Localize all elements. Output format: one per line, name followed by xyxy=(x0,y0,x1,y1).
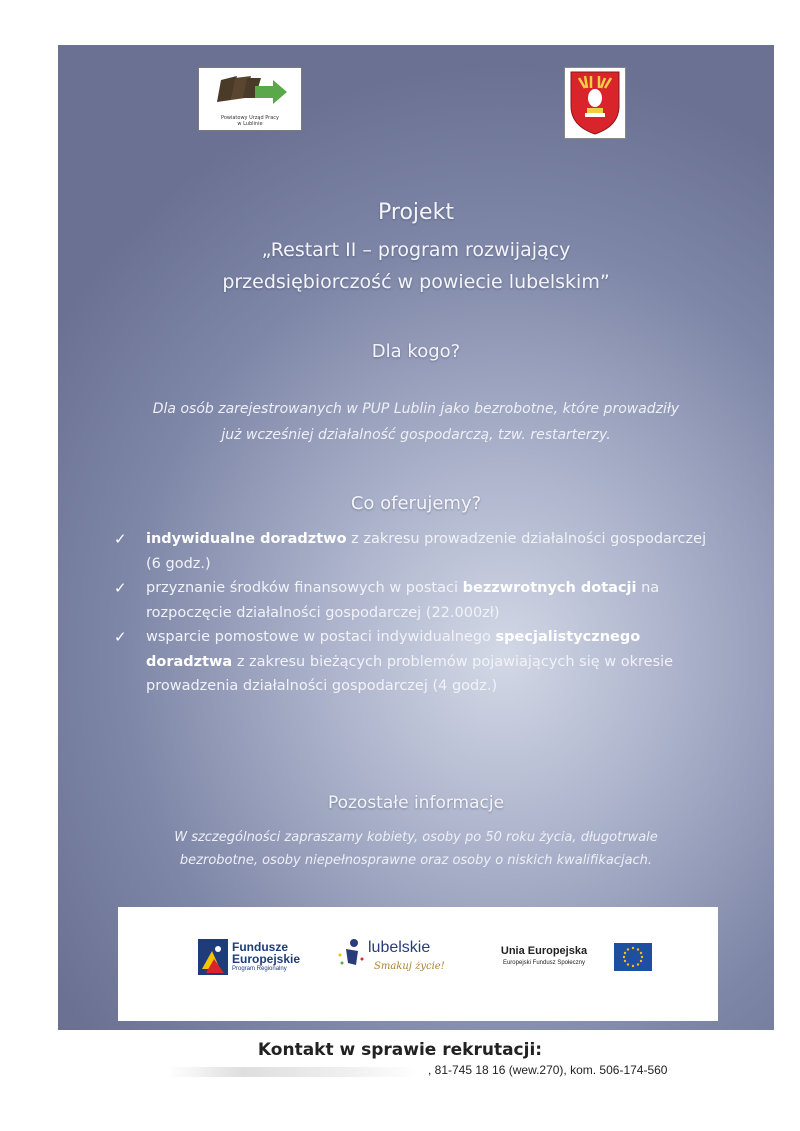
eu-flag-icon xyxy=(614,943,652,971)
offer-item xyxy=(112,576,712,625)
project-label: Projekt xyxy=(378,200,454,225)
fundusze-europejskie-logo xyxy=(198,939,301,979)
dla-kogo-line1: Dla osób zarejestrowanych w PUP Lublin jako bezrobotne, które prowadziły xyxy=(152,401,680,417)
offer-item2-text: przyznanie środków finansowych w postaci xyxy=(146,580,463,596)
offer-item2-text-rest: na rozpoczęcie działalności gospodarczej (22.000zł) xyxy=(146,580,660,621)
fe-star-icon xyxy=(198,939,228,975)
offer-item3-text-rest: z zakresu bieżących problemów pojawiających się w okresie prowadzenia działalności gospodarczej (4 godz.) xyxy=(146,653,674,694)
lubelskie-logo xyxy=(336,937,445,975)
offer-item1-bold: indywidualne doradztwo xyxy=(146,531,347,547)
offer-item3-text: wsparcie pomostowe w postaci indywidualnego xyxy=(146,629,496,645)
project-title-line2: przedsiębiorczość w powiecie lubelskim” xyxy=(222,271,610,293)
project-title xyxy=(58,234,774,298)
unia-europejska-logo xyxy=(484,945,604,966)
pozostale-text xyxy=(78,826,754,872)
lubelskie-slogan: Smakuj życie! xyxy=(374,961,445,972)
ue-subtitle: Europejski Fundusz Społeczny xyxy=(502,960,586,966)
project-title-line1: „Restart II – program rozwijający xyxy=(261,239,571,261)
ue-title: Unia Europejska xyxy=(500,945,588,957)
pup-arrows-icon xyxy=(199,68,303,116)
fe-title-line2: Europejskie xyxy=(232,952,301,966)
fe-subtitle: Program Regionalny xyxy=(232,966,287,972)
lubelskie-title: lubelskie xyxy=(368,939,431,956)
pozostale-line1: W szczególności zapraszamy kobiety, osoby po 50 roku życia, długotrwale xyxy=(174,830,658,845)
checkmark-icon: ✓ xyxy=(114,628,127,646)
fe-title-line1: Fundusze xyxy=(232,940,288,954)
funding-logos-bar xyxy=(118,907,718,1021)
offer-item xyxy=(112,527,712,576)
dla-kogo-heading: Dla kogo? xyxy=(371,341,461,362)
deer-crest-icon xyxy=(565,68,625,138)
offer-item3-bold: specjalistycznego doradztwa xyxy=(146,629,641,670)
pup-caption-line1: Powiatowy Urząd Pracy xyxy=(220,115,280,121)
pup-logo-caption xyxy=(199,115,301,127)
coat-of-arms xyxy=(564,67,626,139)
offer-item2-bold: bezzwrotnych dotacji xyxy=(462,580,637,596)
checkmark-icon: ✓ xyxy=(114,530,127,548)
lubelskie-figure-icon xyxy=(336,937,366,971)
poster-panel xyxy=(58,45,774,1030)
pup-logo xyxy=(198,67,302,131)
offer-list xyxy=(112,527,712,699)
offer-item xyxy=(112,625,712,699)
co-oferujemy-heading: Co oferujemy? xyxy=(350,493,482,514)
checkmark-icon: ✓ xyxy=(114,579,127,597)
redacted-text xyxy=(168,1067,418,1077)
fe-title xyxy=(232,941,300,965)
pozostale-line2: bezrobotne, osoby niepełnosprawne oraz osoby o niskich kwalifikacjach. xyxy=(179,853,653,868)
offer-item1-text: z zakresu prowadzenie działalności gospodarczej (6 godz.) xyxy=(146,531,707,572)
dla-kogo-text xyxy=(78,396,754,448)
dla-kogo-line2: już wcześniej działalność gospodarczą, tzw. restarterzy. xyxy=(221,427,611,443)
pup-caption-line2: w Lublinie xyxy=(237,121,263,127)
contact-phone: , 81-745 18 16 (wew.270), kom. 506-174-560 xyxy=(428,1063,668,1077)
pozostale-heading: Pozostałe informacje xyxy=(327,793,505,813)
contact-heading: Kontakt w sprawie rekrutacji: xyxy=(257,1040,543,1060)
